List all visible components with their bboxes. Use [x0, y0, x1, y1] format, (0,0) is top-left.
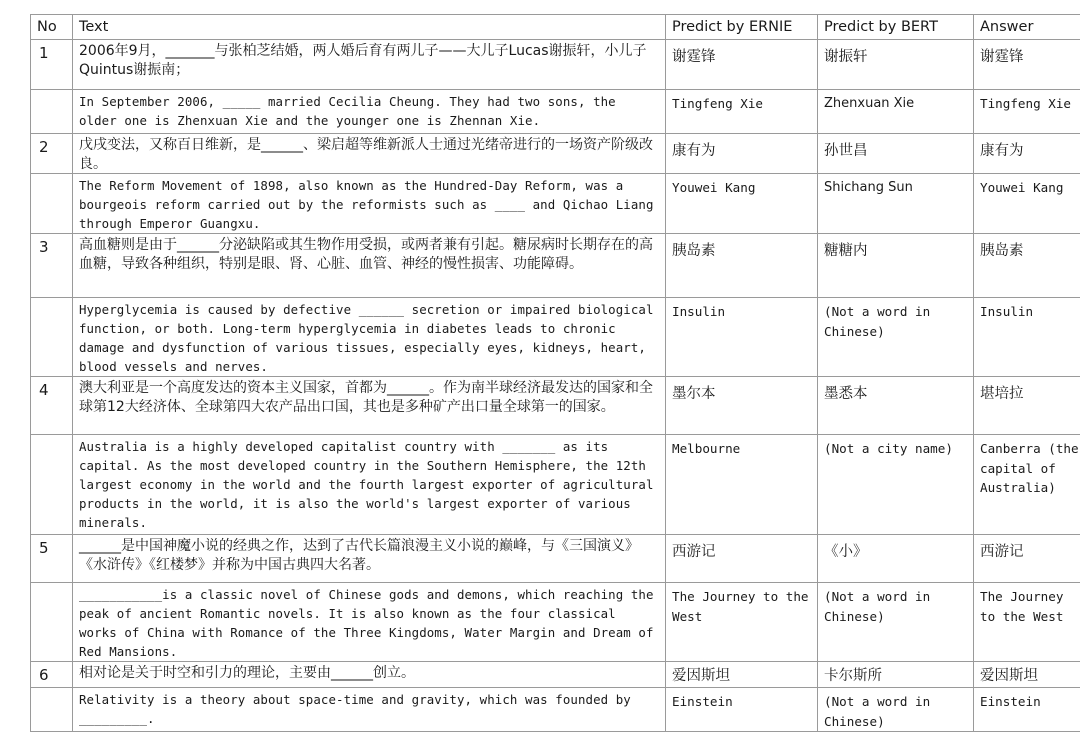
table-row: [31, 583, 1080, 662]
row-text: 相对论是关于时空和引力的理论，主要由______创立。: [73, 662, 666, 688]
answer: 爱因斯坦: [974, 662, 1080, 688]
header-text: Text: [73, 15, 666, 40]
answer: Tingfeng Xie: [974, 90, 1080, 134]
row-text: 2006年9月，_______与张柏芝结婚，两人婚后育有两儿子——大儿子Lucas谢振轩，小儿子Quintus谢振南；: [73, 40, 666, 90]
bert-prediction: 谢振轩: [818, 40, 974, 90]
row-text: 戊戌变法，又称百日维新，是______、梁启超等维新派人士通过光绪帝进行的一场资产阶级改良。: [73, 134, 666, 174]
ernie-prediction: Tingfeng Xie: [666, 90, 818, 134]
bert-prediction: 卡尔斯所: [818, 662, 974, 688]
bert-prediction: 糖糖内: [818, 234, 974, 298]
ernie-prediction: 爱因斯坦: [666, 662, 818, 688]
header-ernie: Predict by ERNIE: [666, 15, 818, 40]
ernie-prediction: 胰岛素: [666, 234, 818, 298]
row-number: [31, 435, 73, 535]
row-number: [31, 688, 73, 732]
row-text: ______是中国神魔小说的经典之作，达到了古代长篇浪漫主义小说的巅峰，与《三国演义》《水浒传》《红楼梦》并称为中国古典四大名著。: [73, 535, 666, 583]
bert-prediction: (Not a city name): [818, 435, 974, 535]
comparison-table: [30, 14, 1080, 732]
ernie-prediction: 墨尔本: [666, 377, 818, 435]
table-row: [31, 435, 1080, 535]
row-number: [31, 90, 73, 134]
ernie-prediction: Youwei Kang: [666, 174, 818, 234]
answer: The Journey to the West: [974, 583, 1080, 662]
row-text: Hyperglycemia is caused by defective ______ secretion or impaired biological function, or both. Long-term hyperglycemia in diabetes leads to chronic damage and dysfunction of various tissues, especially eyes, kidneys, heart, blood vessels and nerves.: [73, 298, 666, 377]
row-number: 5: [31, 535, 73, 583]
table-row: [31, 90, 1080, 134]
bert-prediction: (Not a word in Chinese): [818, 583, 974, 662]
row-number: 3: [31, 234, 73, 298]
answer: 堪培拉: [974, 377, 1080, 435]
row-number: 6: [31, 662, 73, 688]
table-row: [31, 688, 1080, 732]
header-answer: Answer: [974, 15, 1080, 40]
row-number: 4: [31, 377, 73, 435]
ernie-prediction: The Journey to the West: [666, 583, 818, 662]
row-text: 高血糖则是由于______分泌缺陷或其生物作用受损，或两者兼有引起。糖尿病时长期存在的高血糖，导致各种组织，特别是眼、肾、心脏、血管、神经的慢性损害、功能障碍。: [73, 234, 666, 298]
row-number: 1: [31, 40, 73, 90]
header-no: No: [31, 15, 73, 40]
row-number: [31, 583, 73, 662]
answer: 康有为: [974, 134, 1080, 174]
row-text: Relativity is a theory about space-time and gravity, which was founded by _________.: [73, 688, 666, 732]
row-text: In September 2006, _____ married Cecilia Cheung. They had two sons, the older one is Zhenxuan Xie and the younger one is Zhennan Xie.: [73, 90, 666, 134]
table-row: [31, 174, 1080, 234]
row-text: The Reform Movement of 1898, also known as the Hundred-Day Reform, was a bourgeois reform carried out by the reformists such as ____ and Qichao Liang through Emperor Guangxu.: [73, 174, 666, 234]
bert-prediction: Zhenxuan Xie: [818, 90, 974, 134]
answer: Einstein: [974, 688, 1080, 732]
bert-prediction: 《小》: [818, 535, 974, 583]
answer: 谢霆锋: [974, 40, 1080, 90]
answer: 胰岛素: [974, 234, 1080, 298]
answer: Insulin: [974, 298, 1080, 377]
table-row: [31, 234, 1080, 298]
table-row: [31, 377, 1080, 435]
row-text: Australia is a highly developed capitalist country with _______ as its capital. As the most developed country in the Southern Hemisphere, the 12th largest economy in the world and the fourth largest exporter of agricultural products in the world, it is also the world's largest exporter of various minerals.: [73, 435, 666, 535]
bert-prediction: 墨悉本: [818, 377, 974, 435]
row-number: [31, 298, 73, 377]
answer: Canberra (the capital of Australia): [974, 435, 1080, 535]
row-text: 澳大利亚是一个高度发达的资本主义国家，首都为______。作为南半球经济最发达的国家和全球第12大经济体、全球第四大农产品出口国，其也是多种矿产出口量全球第一的国家。: [73, 377, 666, 435]
table-row: [31, 134, 1080, 174]
row-number: 2: [31, 134, 73, 174]
header-bert: Predict by BERT: [818, 15, 974, 40]
ernie-prediction: Einstein: [666, 688, 818, 732]
ernie-prediction: 康有为: [666, 134, 818, 174]
bert-prediction: (Not a word in Chinese): [818, 688, 974, 732]
answer: Youwei Kang: [974, 174, 1080, 234]
row-number: [31, 174, 73, 234]
bert-prediction: 孙世昌: [818, 134, 974, 174]
answer: 西游记: [974, 535, 1080, 583]
ernie-prediction: Insulin: [666, 298, 818, 377]
table-row: [31, 298, 1080, 377]
ernie-prediction: Melbourne: [666, 435, 818, 535]
table-row: [31, 662, 1080, 688]
ernie-prediction: 西游记: [666, 535, 818, 583]
bert-prediction: (Not a word in Chinese): [818, 298, 974, 377]
row-text: ___________is a classic novel of Chinese gods and demons, which reaching the peak of ancient Romantic novels. It is also known as the four classical works of China with Romance of the Three Kingdoms, Water Margin and Dream of Red Mansions.: [73, 583, 666, 662]
header-row: [31, 15, 1080, 40]
table-row: [31, 40, 1080, 90]
bert-prediction: Shichang Sun: [818, 174, 974, 234]
table-row: [31, 535, 1080, 583]
ernie-prediction: 谢霆锋: [666, 40, 818, 90]
